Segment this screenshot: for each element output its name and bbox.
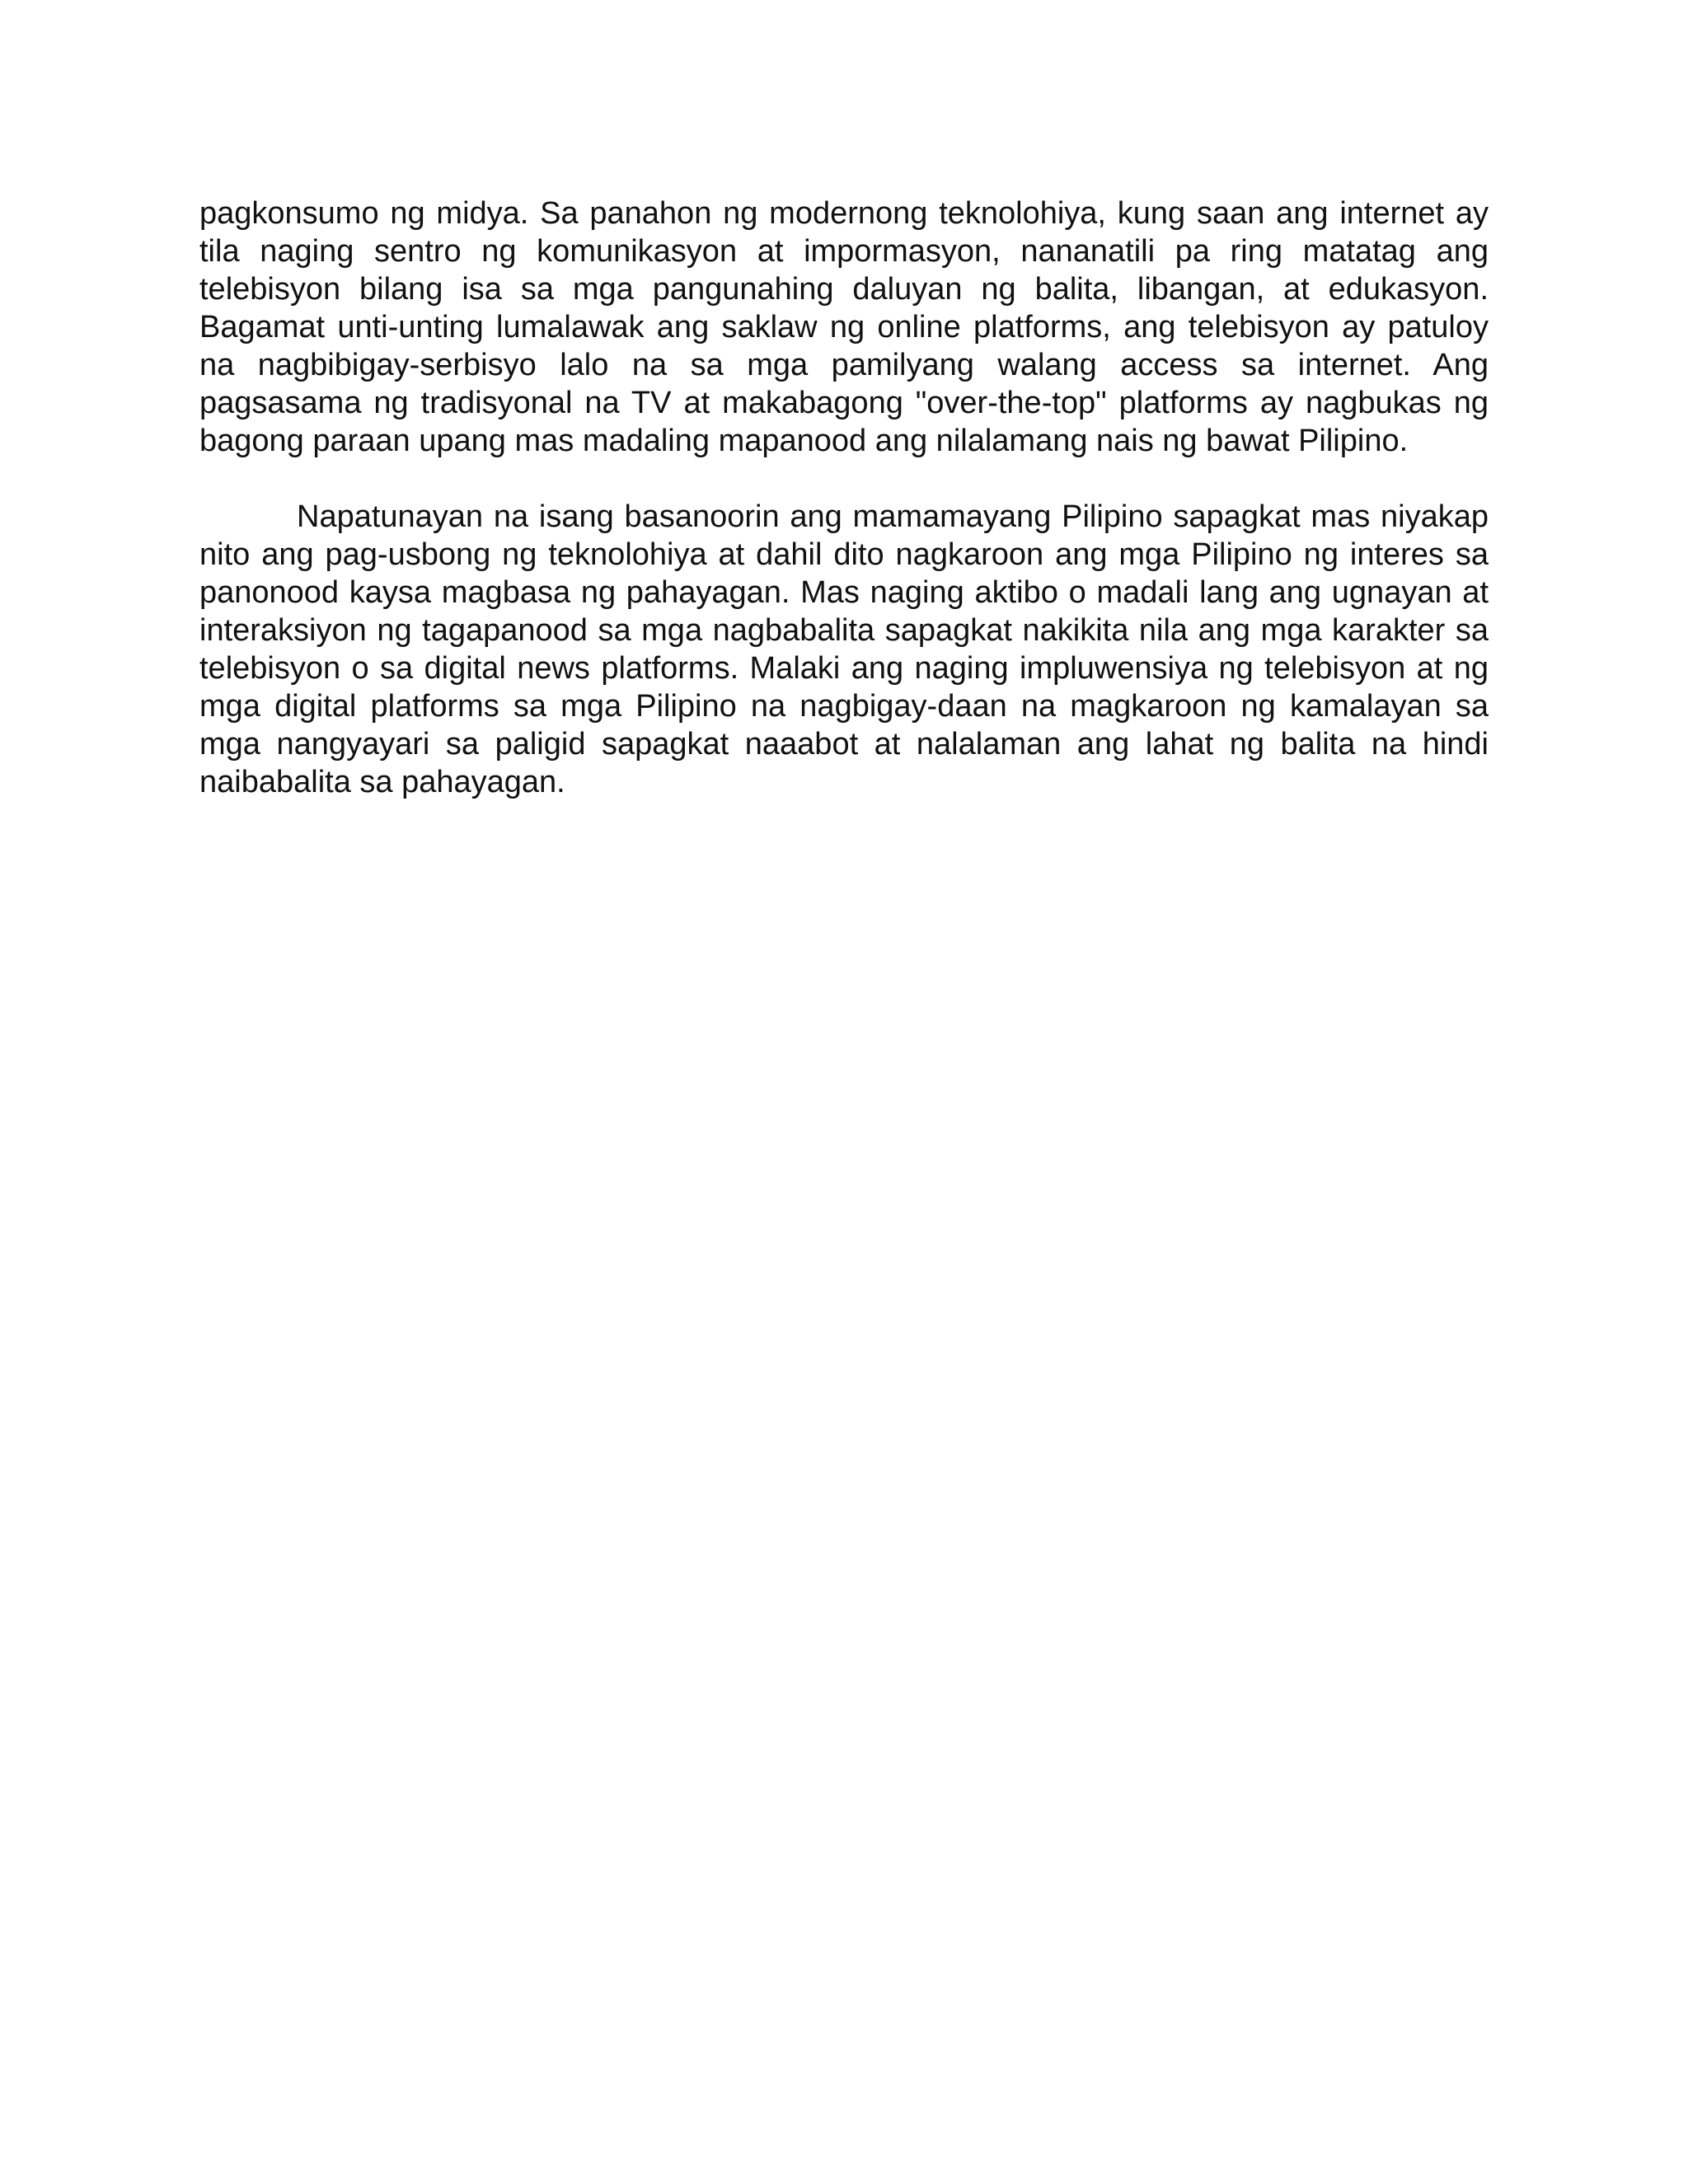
- document-body: [199, 194, 1489, 801]
- paragraph-2: Napatunayan na isang basanoorin ang mamamayang Pilipino sapagkat mas niyakap nito ang pag-usbong ng teknolohiya at dahil dito nagkaroon ang mga Pilipino ng interes sa panonood kaysa magbasa ng pahayagan. Mas naging aktibo o madali lang ang ugnayan at interaksiyon ng tagapanood sa mga nagbabalita sapagkat nakikita nila ang mga karakter sa telebisyon o sa digital news platforms. Malaki ang naging impluwensiya ng telebisyon at ng mga digital platforms sa mga Pilipino na nagbigay-daan na magkaroon ng kamalayan sa mga nangyayari sa paligid sapagkat naaabot at nalalaman ang lahat ng balita na hindi naibabalita sa pahayagan.: [199, 499, 1489, 799]
- paragraph-1: pagkonsumo ng midya. Sa panahon ng modernong teknolohiya, kung saan ang internet ay tila naging sentro ng komunikasyon at impormasyon, nananatili pa ring matatag ang telebisyon bilang isa sa mga pangunahing daluyan ng balita, libangan, at edukasyon. Bagamat unti-unting lumalawak ang saklaw ng online platforms, ang telebisyon ay patuloy na nagbibigay-serbisyo lalo na sa mga pamilyang walang access sa internet. Ang pagsasama ng tradisyonal na TV at makabagong "over-the-top" platforms ay nagbukas ng bagong paraan upang mas madaling mapanood ang nilalamang nais ng bawat Pilipino.: [199, 196, 1489, 458]
